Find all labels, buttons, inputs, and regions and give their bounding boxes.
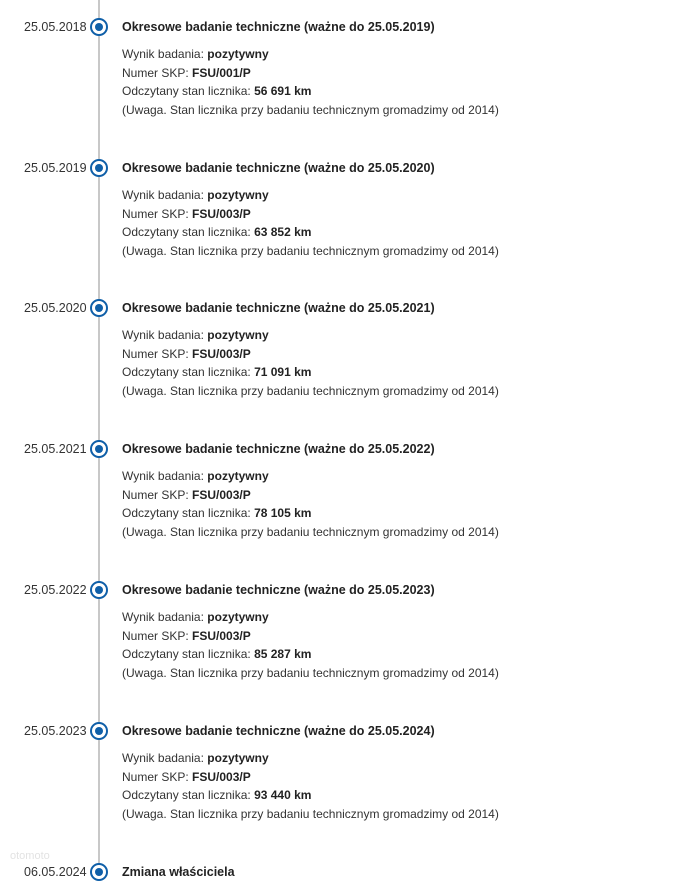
inspection-result: Wynik badania: pozytywny xyxy=(122,751,269,765)
odometer-reading: Odczytany stan licznika: 71 091 km xyxy=(122,365,312,379)
odometer-note: (Uwaga. Stan licznika przy badaniu technicznym gromadzimy od 2014) xyxy=(122,243,499,258)
timeline-line xyxy=(98,0,100,876)
inspection-result: Wynik badania: pozytywny xyxy=(122,469,269,483)
entry-title: Okresowe badanie techniczne (ważne do 25.05.2023) xyxy=(122,583,435,597)
inspection-result: Wynik badania: pozytywny xyxy=(122,47,269,61)
skp-number: Numer SKP: FSU/003/P xyxy=(122,346,251,361)
timeline-dot-icon xyxy=(90,581,108,599)
odometer-note: (Uwaga. Stan licznika przy badaniu technicznym gromadzimy od 2014) xyxy=(122,102,499,117)
odometer-reading: Odczytany stan licznika: 63 852 km xyxy=(122,225,312,239)
entry-date: 25.05.2020 xyxy=(24,301,87,315)
entry-date: 25.05.2019 xyxy=(24,161,87,175)
inspection-result: Wynik badania: pozytywny xyxy=(122,328,269,342)
skp-number: Numer SKP: FSU/001/P xyxy=(122,65,251,80)
entry-title: Zmiana właściciela xyxy=(122,865,235,879)
odometer-note: (Uwaga. Stan licznika przy badaniu technicznym gromadzimy od 2014) xyxy=(122,665,499,680)
inspection-result: Wynik badania: pozytywny xyxy=(122,610,269,624)
entry-title: Okresowe badanie techniczne (ważne do 25.05.2021) xyxy=(122,301,435,315)
timeline-dot-icon xyxy=(90,18,108,36)
timeline-dot-icon xyxy=(90,722,108,740)
entry-date: 25.05.2022 xyxy=(24,583,87,597)
entry-body xyxy=(122,723,662,823)
timeline-dot-icon xyxy=(90,299,108,317)
entry-date: 25.05.2021 xyxy=(24,442,87,456)
odometer-reading: Odczytany stan licznika: 85 287 km xyxy=(122,647,312,661)
odometer-note: (Uwaga. Stan licznika przy badaniu technicznym gromadzimy od 2014) xyxy=(122,806,499,821)
entry-body xyxy=(122,19,662,119)
skp-number: Numer SKP: FSU/003/P xyxy=(122,487,251,502)
entry-body xyxy=(122,160,662,260)
skp-number: Numer SKP: FSU/003/P xyxy=(122,628,251,643)
entry-body xyxy=(122,864,662,890)
skp-number: Numer SKP: FSU/003/P xyxy=(122,769,251,784)
odometer-reading: Odczytany stan licznika: 56 691 km xyxy=(122,84,312,98)
timeline-dot-icon xyxy=(90,159,108,177)
entry-title: Okresowe badanie techniczne (ważne do 25.05.2022) xyxy=(122,442,435,456)
entry-body xyxy=(122,582,662,682)
entry-body xyxy=(122,300,662,400)
odometer-reading: Odczytany stan licznika: 78 105 km xyxy=(122,506,312,520)
timeline-dot-icon xyxy=(90,440,108,458)
entry-title: Okresowe badanie techniczne (ważne do 25.05.2024) xyxy=(122,724,435,738)
odometer-reading: Odczytany stan licznika: 93 440 km xyxy=(122,788,312,802)
skp-number: Numer SKP: FSU/003/P xyxy=(122,206,251,221)
entry-date: 25.05.2018 xyxy=(24,20,87,34)
entry-body xyxy=(122,441,662,541)
inspection-result: Wynik badania: pozytywny xyxy=(122,188,269,202)
odometer-note: (Uwaga. Stan licznika przy badaniu technicznym gromadzimy od 2014) xyxy=(122,524,499,539)
entry-date: 06.05.2024 xyxy=(24,865,87,879)
entry-title: Okresowe badanie techniczne (ważne do 25.05.2019) xyxy=(122,20,435,34)
entry-date: 25.05.2023 xyxy=(24,724,87,738)
watermark-logo: otomoto xyxy=(10,850,50,862)
entry-title: Okresowe badanie techniczne (ważne do 25.05.2020) xyxy=(122,161,435,175)
odometer-note: (Uwaga. Stan licznika przy badaniu technicznym gromadzimy od 2014) xyxy=(122,383,499,398)
timeline-dot-icon xyxy=(90,863,108,881)
